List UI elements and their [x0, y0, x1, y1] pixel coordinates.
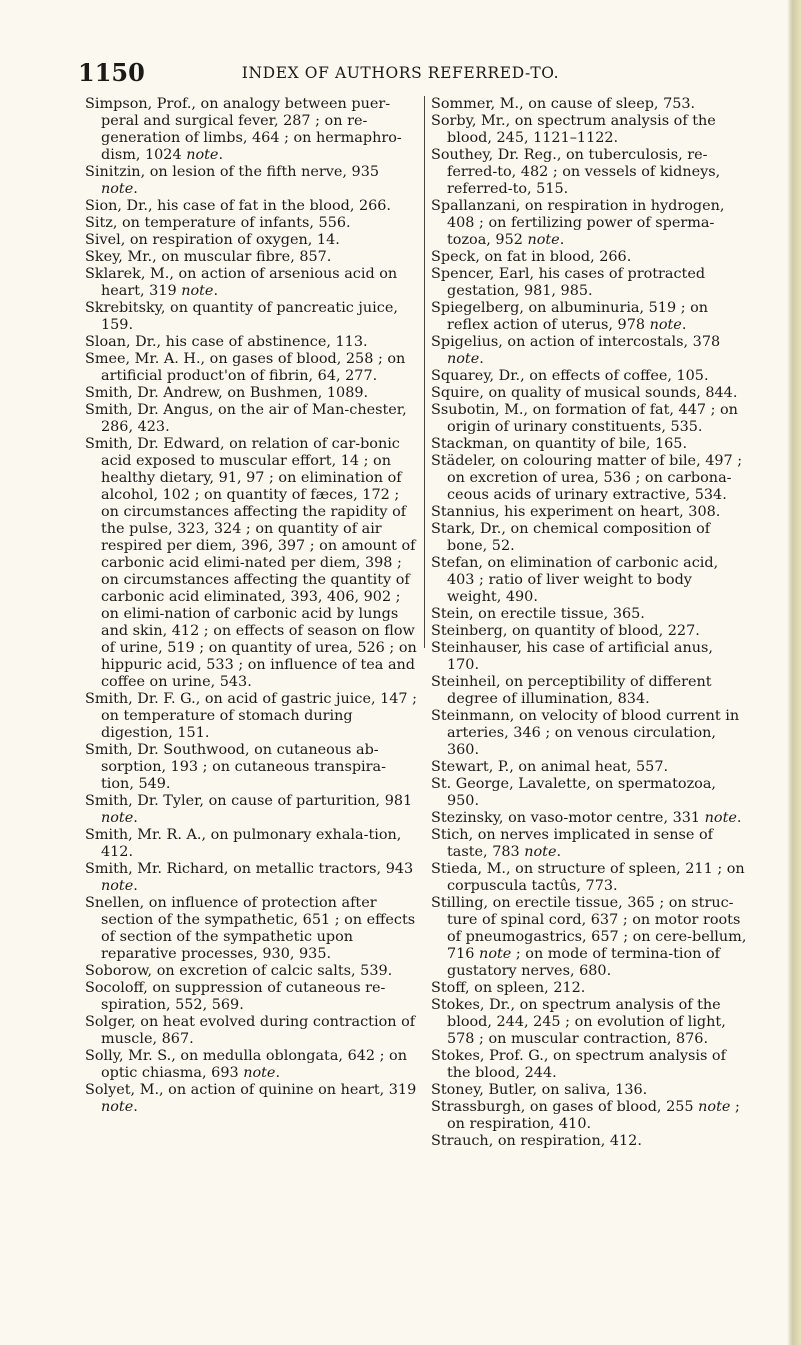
entry-note: note	[527, 232, 560, 248]
entry-text: Stieda, M., on structure of spleen, 211 ; on corpuscula tactûs, 773.	[431, 861, 745, 894]
entry-note: note	[447, 351, 480, 367]
entry-text: Stark, Dr., on chemical composition of bone, 52.	[431, 521, 711, 554]
index-entry	[431, 606, 749, 623]
entry-text: Smee, Mr. A. H., on gases of blood, 258 ; on artificial product'on of fibrin, 64, 277.	[85, 351, 406, 384]
index-entry	[431, 623, 749, 640]
entry-tail: .	[736, 810, 742, 826]
entry-text: Strassburgh, on gases of blood, 255	[431, 1099, 699, 1115]
entry-text: Sommer, M., on cause of sleep, 753.	[431, 96, 696, 112]
index-entry	[431, 453, 749, 504]
index-entry	[85, 742, 417, 793]
entry-text: Stoney, Butler, on saliva, 136.	[431, 1082, 648, 1098]
entry-text: Sorby, Mr., on spectrum analysis of the blood, 245, 1121–1122.	[431, 113, 716, 146]
entry-note: note	[704, 810, 737, 826]
index-entry	[85, 436, 417, 691]
index-entry	[431, 147, 749, 198]
index-entry	[431, 708, 749, 759]
index-entry	[85, 980, 417, 1014]
index-entry	[85, 164, 417, 198]
entry-note: note	[524, 844, 557, 860]
running-title: INDEX OF AUTHORS REFERRED-TO.	[241, 64, 560, 82]
entry-text: Stilling, on erectile tissue, 365 ; on struc-ture of spinal cord, 637 ; on motor roots of pneumogastrics, 657 ; on cere-bellum, 716	[431, 895, 747, 962]
entry-text: Skey, Mr., on muscular fibre, 857.	[85, 249, 332, 265]
entry-tail: ; on mode of termina-tion of gustatory nerves, 680.	[447, 946, 720, 979]
entry-text: Spallanzani, on respiration in hydrogen, 408 ; on fertilizing power of sperma-tozoa, 952	[431, 198, 725, 248]
index-entry	[431, 980, 749, 997]
entry-note: note	[101, 181, 134, 197]
index-entry	[85, 385, 417, 402]
entry-text: Solyet, M., on action of quinine on heart, 319	[85, 1082, 417, 1098]
entry-text: Solger, on heat evolved during contraction of muscle, 867.	[85, 1014, 416, 1047]
entry-text: Spigelius, on action of intercostals, 378	[431, 334, 721, 350]
entry-text: Speck, on fat in blood, 266.	[431, 249, 632, 265]
entry-tail: .	[479, 351, 484, 367]
index-entry	[85, 300, 417, 334]
entry-note: note	[101, 810, 134, 826]
entry-note: note	[698, 1099, 731, 1115]
entry-text: Southey, Dr. Reg., on tuberculosis, re-ferred-to, 482 ; on vessels of kidneys, referred-to, 515.	[431, 147, 721, 197]
entry-text: Smith, Mr. R. A., on pulmonary exhala-tion, 412.	[85, 827, 402, 860]
index-entry	[431, 96, 749, 113]
entry-text: Smith, Dr. Tyler, on cause of parturition, 981	[85, 793, 413, 809]
right-column	[431, 96, 749, 1150]
entry-text: Steinhauser, his case of artificial anus, 170.	[431, 640, 713, 673]
entry-tail: .	[275, 1065, 281, 1081]
entry-text: Stokes, Prof. G., on spectrum analysis of the blood, 244.	[431, 1048, 726, 1081]
index-entry	[431, 504, 749, 521]
column-divider	[424, 96, 425, 648]
index-entry	[431, 827, 749, 861]
entry-text: Solly, Mr. S., on medulla oblongata, 642 ; on optic chiasma, 693	[85, 1048, 407, 1081]
entry-text: Sivel, on respiration of oxygen, 14.	[85, 232, 340, 248]
entry-text: Steinmann, on velocity of blood current in arteries, 346 ; on venous circulation, 360.	[431, 708, 740, 758]
index-entry	[431, 776, 749, 810]
index-entry	[431, 1133, 749, 1150]
index-entry	[431, 402, 749, 436]
index-entry	[85, 334, 417, 351]
entry-text: Smith, Dr. F. G., on acid of gastric juice, 147 ; on temperature of stomach during digestion, 151.	[85, 691, 418, 741]
entry-text: Strauch, on respiration, 412.	[431, 1133, 642, 1149]
entry-text: Steinheil, on perceptibility of different degree of illumination, 834.	[431, 674, 712, 707]
entry-text: Stokes, Dr., on spectrum analysis of the blood, 244, 245 ; on evolution of light, 578 ; on muscular contraction, 876.	[431, 997, 726, 1047]
entry-text: Sloan, Dr., his case of abstinence, 113.	[85, 334, 368, 350]
entry-text: Squire, on quality of musical sounds, 844.	[431, 385, 738, 401]
entry-text: Ssubotin, M., on formation of fat, 447 ; on origin of urinary constituents, 535.	[431, 402, 738, 435]
entry-text: Steinberg, on quantity of blood, 227.	[431, 623, 700, 639]
index-entry	[85, 402, 417, 436]
entry-text: Socoloff, on suppression of cutaneous re-spiration, 552, 569.	[85, 980, 386, 1013]
entry-tail: ; on respiration, 410.	[447, 1099, 740, 1132]
index-entry	[85, 1014, 417, 1048]
index-entry	[85, 198, 417, 215]
entry-tail: .	[213, 283, 219, 299]
entry-text: Smith, Dr. Edward, on relation of car-bonic acid exposed to muscular effort, 14 ; on healthy dietary, 91, 97 ; on elimination of alcohol, 102 ; on quantity of fæces, 172 ; on circumstances affecting the rapidity of the pulse, 323, 324 ; on quantity of air respired per diem, 396, 397 ; on amount of carbonic acid elimi-nated per diem, 398 ; on circumstances affecting the quantity of carbonic acid eliminated, 393, 406, 902 ; on elimi-nation of carbonic acid by lungs and skin, 412 ; on effects of season on flow of urine, 519 ; on quantity of urea, 526 ; on hippuric acid, 533 ; on influence of tea and coffee on urine, 543.	[85, 436, 417, 690]
entry-text: Sklarek, M., on action of arsenious acid on heart, 319	[85, 266, 398, 299]
entry-text: Sion, Dr., his case of fat in the blood, 266.	[85, 198, 392, 214]
index-entry	[431, 555, 749, 606]
entry-tail: .	[218, 147, 224, 163]
index-entry	[85, 215, 417, 232]
page-header	[0, 58, 801, 92]
entry-text: Snellen, on influence of protection after section of the sympathetic, 651 ; on effects of section of the sympathetic upon reparative processes, 930, 935.	[85, 895, 416, 962]
entry-text: Städeler, on colouring matter of bile, 497 ; on excretion of urea, 536 ; on carbona-ceous acids of urinary extractive, 534.	[431, 453, 743, 503]
entry-text: Stoff, on spleen, 212.	[431, 980, 586, 996]
entry-tail: .	[133, 810, 138, 826]
index-entry	[85, 963, 417, 980]
index-entry	[85, 827, 417, 861]
index-columns	[85, 96, 745, 1296]
index-entry	[431, 997, 749, 1048]
index-entry	[85, 96, 417, 164]
entry-tail: .	[559, 232, 565, 248]
entry-note: note	[181, 283, 214, 299]
entry-tail: .	[681, 317, 687, 333]
entry-note: note	[101, 1099, 134, 1115]
index-entry	[431, 368, 749, 385]
index-entry	[85, 1048, 417, 1082]
entry-text: Spiegelberg, on albuminuria, 519 ; on reflex action of uterus, 978	[431, 300, 709, 333]
entry-text: Soborow, on excretion of calcic salts, 539.	[85, 963, 393, 979]
entry-text: St. George, Lavalette, on spermatozoa, 950.	[431, 776, 716, 809]
entry-text: Sitz, on temperature of infants, 556.	[85, 215, 351, 231]
index-entry	[431, 810, 749, 827]
index-entry	[431, 759, 749, 776]
index-entry	[85, 232, 417, 249]
index-entry	[431, 861, 749, 895]
entry-note: note	[649, 317, 682, 333]
entry-text: Squarey, Dr., on effects of coffee, 105.	[431, 368, 709, 384]
entry-text: Sinitzin, on lesion of the fifth nerve, 935	[85, 164, 380, 180]
entry-text: Simpson, Prof., on analogy between puer-peral and surgical fever, 287 ; on re-generation of limbs, 464 ; on hermaphro-dism, 1024	[85, 96, 402, 163]
index-entry	[431, 198, 749, 249]
entry-note: note	[186, 147, 219, 163]
entry-text: Smith, Dr. Southwood, on cutaneous ab-sorption, 193 ; on cutaneous transpira-tion, 549.	[85, 742, 386, 792]
index-entry	[431, 521, 749, 555]
entry-text: Stezinsky, on vaso-motor centre, 331	[431, 810, 705, 826]
index-entry	[431, 249, 749, 266]
index-entry	[431, 334, 749, 368]
entry-text: Stannius, his experiment on heart, 308.	[431, 504, 721, 520]
index-entry	[431, 640, 749, 674]
index-entry	[431, 113, 749, 147]
index-entry	[431, 674, 749, 708]
left-column	[85, 96, 417, 1116]
entry-tail: .	[133, 878, 138, 894]
entry-text: Stich, on nerves implicated in sense of taste, 783	[431, 827, 713, 860]
entry-note: note	[101, 878, 134, 894]
index-entry	[85, 266, 417, 300]
entry-text: Smith, Dr. Angus, on the air of Man-chester, 286, 423.	[85, 402, 407, 435]
index-entry	[85, 793, 417, 827]
index-entry	[431, 895, 749, 980]
entry-tail: .	[133, 1099, 138, 1115]
entry-text: Stefan, on elimination of carbonic acid, 403 ; ratio of liver weight to body weight, 490.	[431, 555, 719, 605]
index-entry	[431, 300, 749, 334]
index-entry	[85, 691, 417, 742]
entry-text: Spencer, Earl, his cases of protracted gestation, 981, 985.	[431, 266, 706, 299]
page-edge	[787, 0, 801, 1345]
entry-tail: .	[133, 181, 138, 197]
index-entry	[85, 861, 417, 895]
index-entry	[431, 1099, 749, 1133]
entry-tail: .	[556, 844, 562, 860]
entry-note: note	[243, 1065, 276, 1081]
entry-text: Stewart, P., on animal heat, 557.	[431, 759, 669, 775]
entry-text: Stackman, on quantity of bile, 165.	[431, 436, 688, 452]
index-entry	[85, 351, 417, 385]
index-entry	[431, 1082, 749, 1099]
index-entry	[431, 385, 749, 402]
index-entry	[85, 1082, 417, 1116]
entry-note: note	[479, 946, 512, 962]
index-entry	[431, 436, 749, 453]
index-entry	[85, 895, 417, 963]
index-entry	[431, 1048, 749, 1082]
index-entry	[431, 266, 749, 300]
entry-text: Smith, Mr. Richard, on metallic tractors, 943	[85, 861, 414, 877]
entry-text: Skrebitsky, on quantity of pancreatic juice, 159.	[85, 300, 398, 333]
entry-text: Stein, on erectile tissue, 365.	[431, 606, 645, 622]
index-entry	[85, 249, 417, 266]
page-number: 1150	[78, 58, 145, 87]
entry-text: Smith, Dr. Andrew, on Bushmen, 1089.	[85, 385, 369, 401]
